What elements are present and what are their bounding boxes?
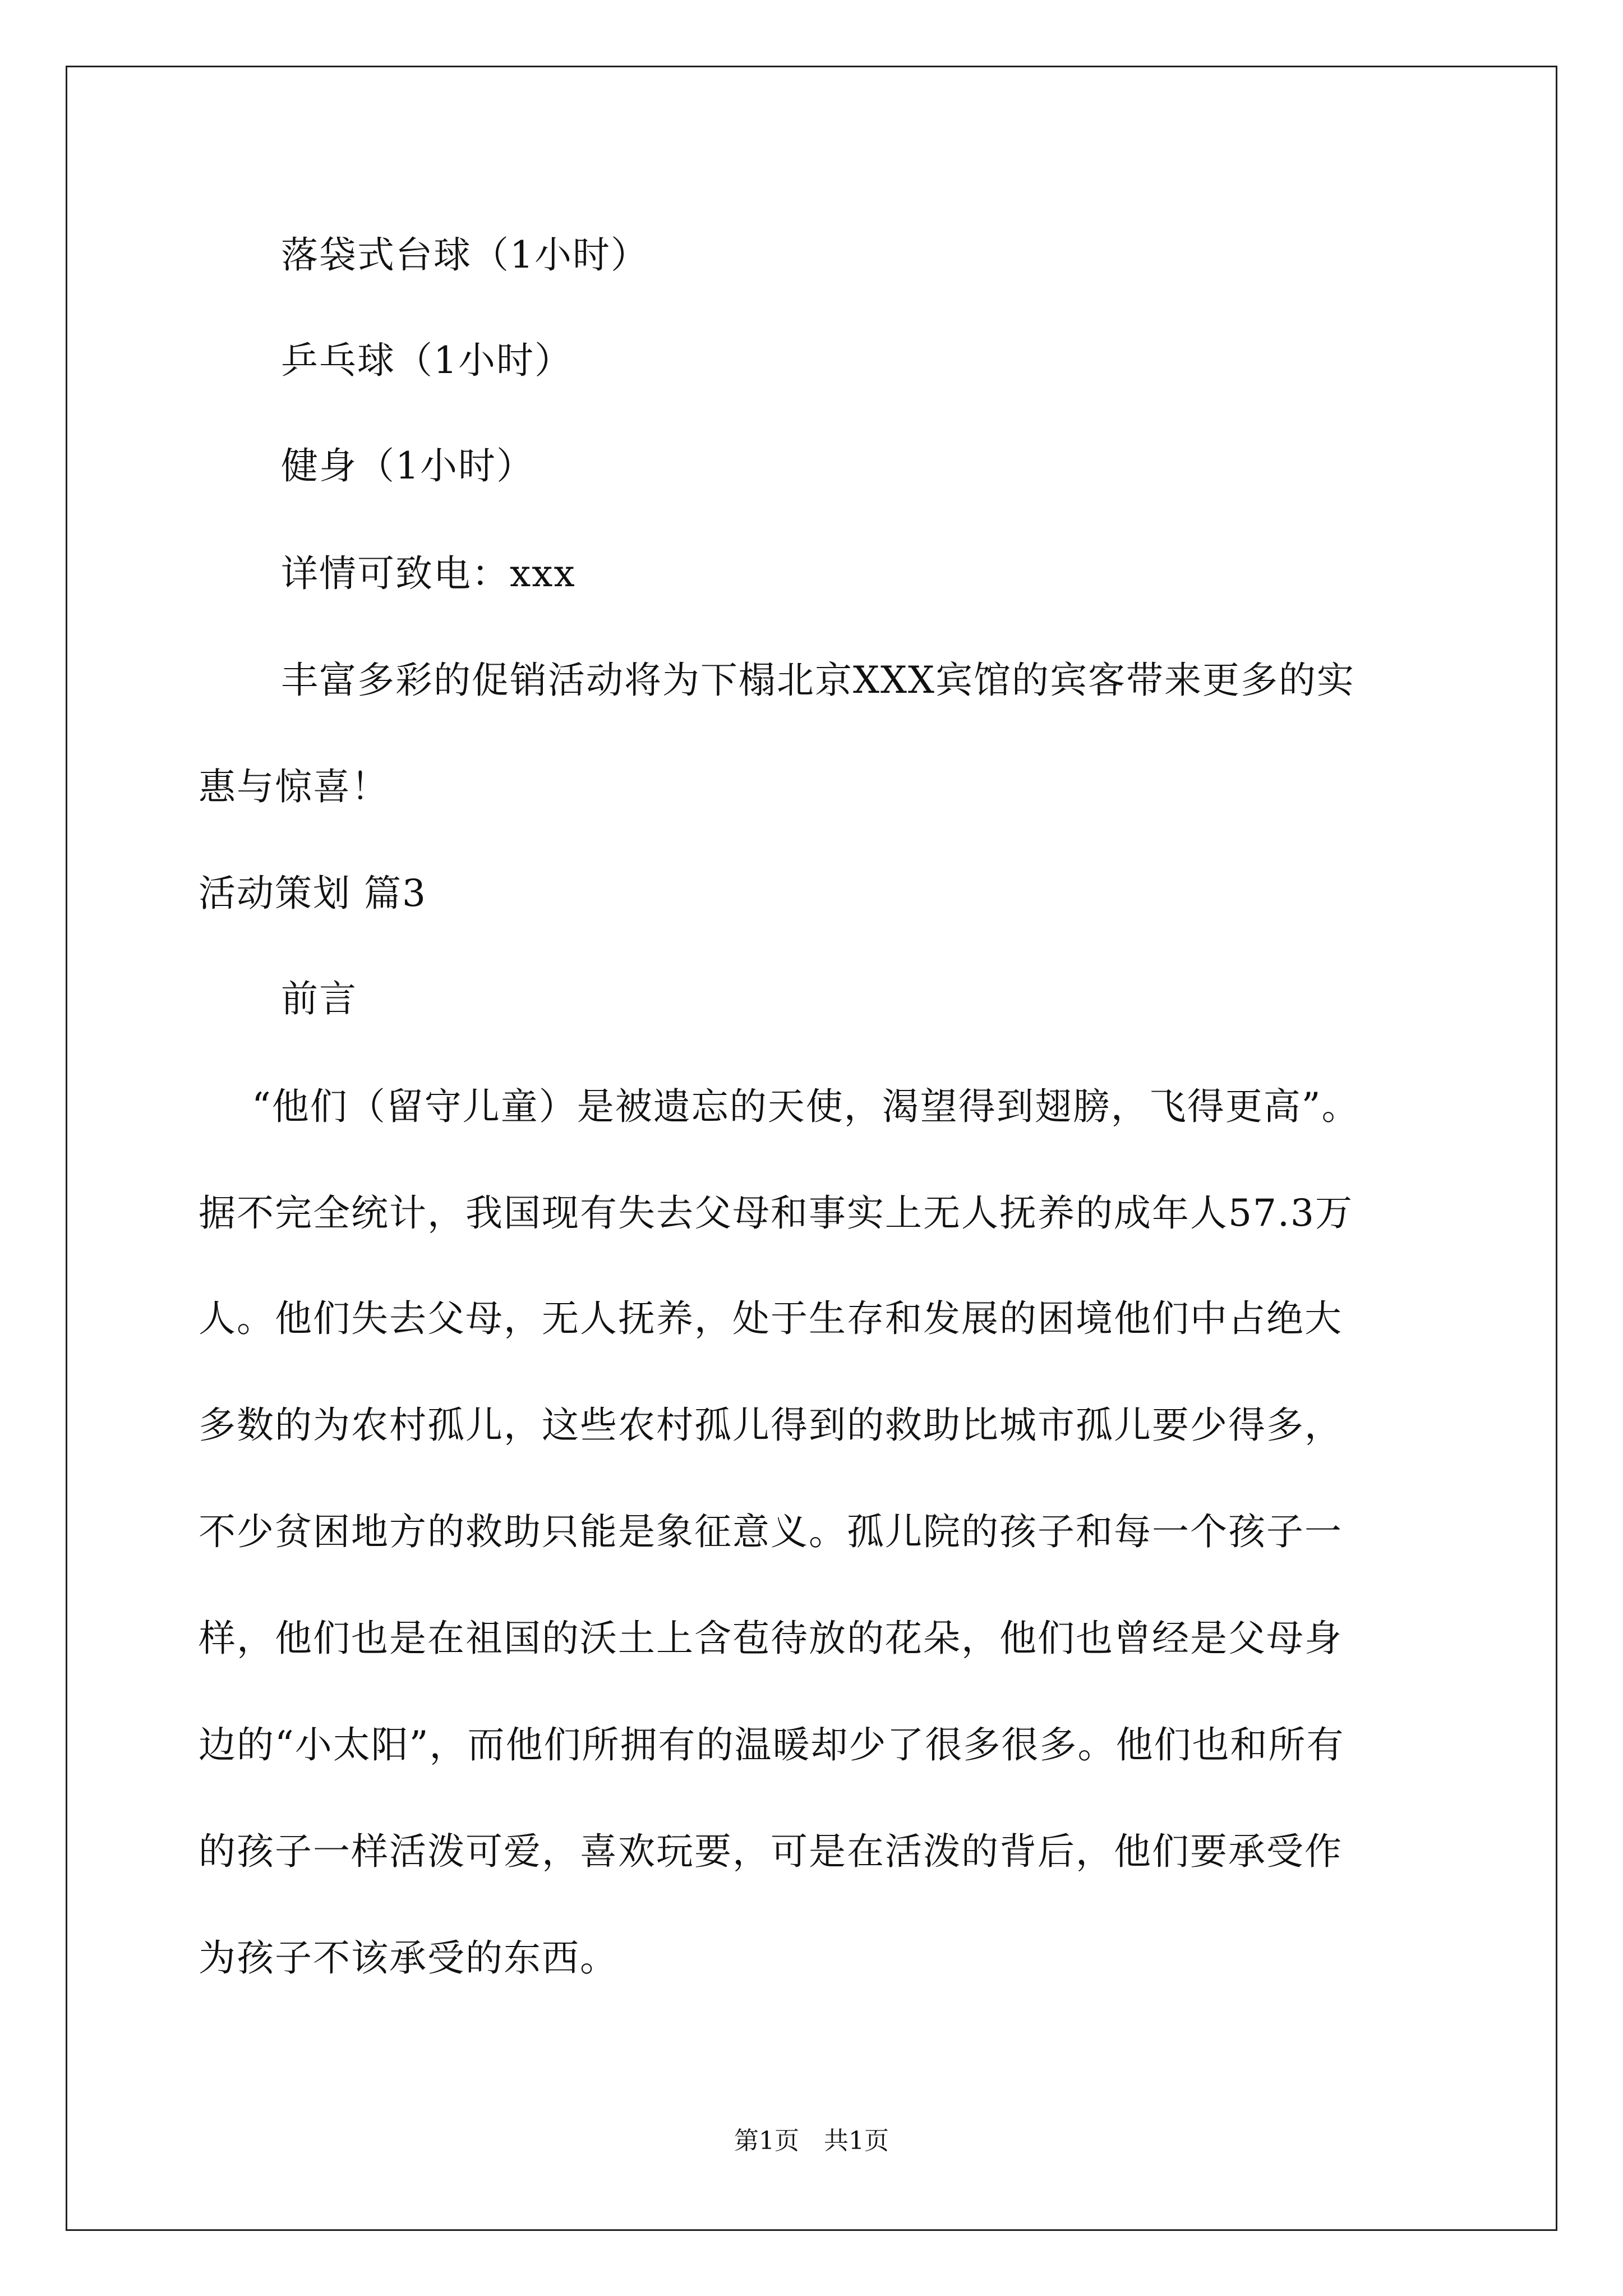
- paragraph-line-8: 的孩子一样活泼可爱，喜欢玩要，可是在活泼的背后，他们要承受作: [199, 1830, 1343, 1873]
- paragraph-line-9: 为孩子不该承受的东西。: [199, 1936, 618, 1980]
- paragraph-line-7: 边的“小太阳”，而他们所拥有的温暖却少了很多很多。他们也和所有: [199, 1723, 1345, 1766]
- text-line-contact: 详情可致电：xxx: [281, 552, 576, 595]
- paragraph-line-6: 样，他们也是在祖国的沃土上含苞待放的花朵，他们也曾经是父母身: [199, 1617, 1343, 1660]
- text-line-promo-1: 丰富多彩的促销活动将为下榻北京XXX宾馆的宾客带来更多的实: [281, 659, 1355, 702]
- page-footer: 第1页 共1页: [734, 2127, 889, 2155]
- section-heading: 活动策划 篇3: [199, 872, 427, 915]
- text-line-billiards: 落袋式台球（1小时）: [281, 233, 649, 277]
- text-line-table-tennis: 乒乓球（1小时）: [281, 339, 573, 382]
- paragraph-line-4: 多数的为农村孤儿，这些农村孤儿得到的救助比城市孤儿要少得多，: [199, 1404, 1343, 1447]
- text-line-promo-2: 惠与惊喜！: [199, 765, 389, 808]
- paragraph-line-5: 不少贫困地方的救助只能是象征意义。孤儿院的孩子和每一个孩子一: [199, 1510, 1343, 1553]
- page-border: [66, 66, 1557, 2231]
- subheading-preface: 前言: [281, 977, 357, 1020]
- paragraph-line-3: 人。他们失去父母，无人抚养，处于生存和发展的困境他们中占绝大: [199, 1297, 1343, 1340]
- paragraph-line-2: 据不完全统计，我国现有失去父母和事实上无人抚养的成年人57.3万: [199, 1191, 1353, 1235]
- paragraph-line-1: “他们（留守儿童）是被遗忘的天使，渴望得到翅膀，飞得更高”。: [252, 1085, 1360, 1128]
- text-line-fitness: 健身（1小时）: [281, 444, 534, 487]
